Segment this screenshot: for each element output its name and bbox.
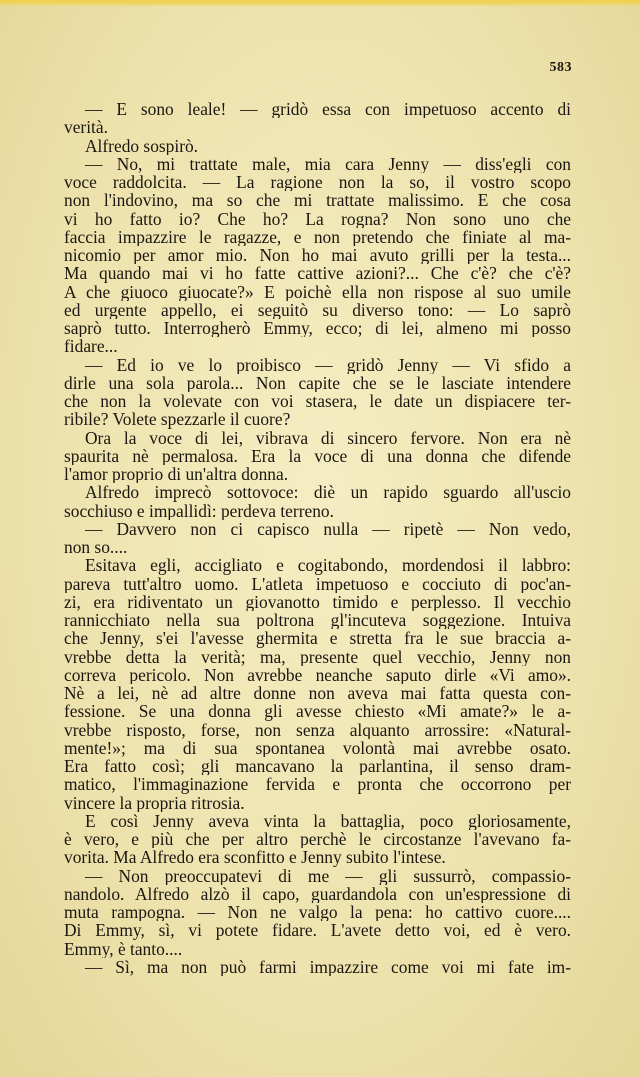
text-line: rannicchiato nella sua poltrona gl'incuteva soggezione. Intuiva [64,611,571,630]
text-line: Alfredo imprecò sottovoce: diè un rapido sguardo all'uscio [85,483,571,502]
text-line: E così Jenny aveva vinta la battaglia, poco gloriosamente, [85,811,571,830]
text-line: — Davvero non ci capisco nulla — ripetè — Non vedo, [85,519,571,538]
body-text [64,100,571,976]
text-line: ed urgente appello, ei seguitò su diverso tono: — Lo saprò [64,300,571,319]
text-line: matico, l'immaginazione fervida e pronta che occorrono per [64,775,571,794]
text-line: Alfredo sospirò. [85,136,199,155]
text-line: nandolo. Alfredo alzò il capo, guardandola con un'espressione di [64,884,571,903]
page-top-edge [0,0,640,7]
text-line: Di Emmy, sì, vi potete fidare. L'avete detto voi, ed è vero. [64,921,571,940]
text-line: nicomio per amor mio. Non ho mai avuto grilli per la testa... [64,246,571,265]
text-line: l'amor proprio di un'altra donna. [64,465,289,484]
page-number: 583 [549,60,572,75]
text-line: che non la volevate con voi stasera, le date un dispiacere ter- [64,392,571,411]
text-line: muta rampogna. — Non ne valgo la pena: ho cattivo cuore.... [64,903,571,922]
text-line: — Non preoccupatevi di me — gli sussurrò, compassio- [85,866,571,885]
text-line: fidare... [64,337,118,356]
text-line: socchiuso e impallidì: perdeva terreno. [64,501,334,520]
text-line: saprò tutto. Interrogherò Emmy, ecco; di lei, almeno mi posso [64,319,571,338]
text-line: — No, mi trattate male, mia cara Jenny — diss'egli con [85,154,571,173]
text-line: vrebbe detta la verità; ma, presente quel vecchio, Jenny non [64,647,571,666]
text-line: correva pericolo. Non avrebbe neanche saputo dirle «Vi amo». [64,665,571,684]
text-line: Emmy, è tanto.... [64,939,183,958]
text-line: — Sì, ma non può farmi impazzire come voi mi fate im- [85,957,571,976]
text-line: ribile? Volete spezzarle il cuore? [64,410,291,429]
text-line: faccia impazzire le ragazze, e non pretendo che finiate al ma- [64,227,571,246]
text-line: pareva tutt'altro uomo. L'atleta impetuoso e cocciuto di poc'an- [64,574,571,593]
text-line: non so.... [64,538,128,557]
text-line: vi ho fatto io? Che ho? La rogna? Non sono uno che [64,209,571,228]
text-line: che Jenny, s'ei l'avesse ghermita e stretta fra le sue braccia a- [64,629,571,648]
text-line: zi, era ridiventato un giovanotto timido e perplesso. Il vecchio [64,592,571,611]
text-line: verità. [64,118,108,137]
text-line: voce raddolcita. — La ragione non la so, il vostro scopo [64,173,571,192]
text-line: vincere la propria ritrosia. [64,793,245,812]
text-line: — Ed io ve lo proibisco — gridò Jenny — Vi sfido a [85,355,571,374]
text-line: fessione. Se una donna gli avesse chiesto «Mi amate?» le a- [64,702,571,721]
text-line: spaurita nè permalosa. Era la voce di una donna che difende [64,446,571,465]
text-line: dirle una sola parola... Non capite che se le lasciate intendere [64,373,571,392]
text-line: Nè a lei, nè ad altre donne non aveva mai fatta questa con- [64,684,571,703]
text-line: A che giuoco giuocate?» E poichè ella non rispose al suo umile [64,282,571,301]
text-line: — E sono leale! — gridò essa con impetuoso accento di [85,100,571,119]
text-line: vorita. Ma Alfredo era sconfitto e Jenny subito l'intese. [64,848,446,867]
text-line: Esitava egli, accigliato e cogitabondo, mordendosi il labbro: [85,556,571,575]
text-line: Era fatto così; gli mancavano la parlantina, il senso dram- [64,757,571,776]
text-line: è vero, e più che per altro perchè le circostanze l'avevano fa- [64,830,571,849]
text-line: Ora la voce di lei, vibrava di sincero fervore. Non era nè [85,428,571,447]
text-line: non l'indovino, ma so che mi trattate malissimo. E che cosa [64,191,571,210]
text-line: Ma quando mai vi ho fatte cattive azioni?... Che c'è? che c'è? [64,264,571,283]
text-line: vrebbe risposto, forse, non senza alquanto arrossire: «Natural- [64,720,571,739]
text-line: mente!»; ma di sua spontanea volontà mai avrebbe osato. [64,738,571,757]
